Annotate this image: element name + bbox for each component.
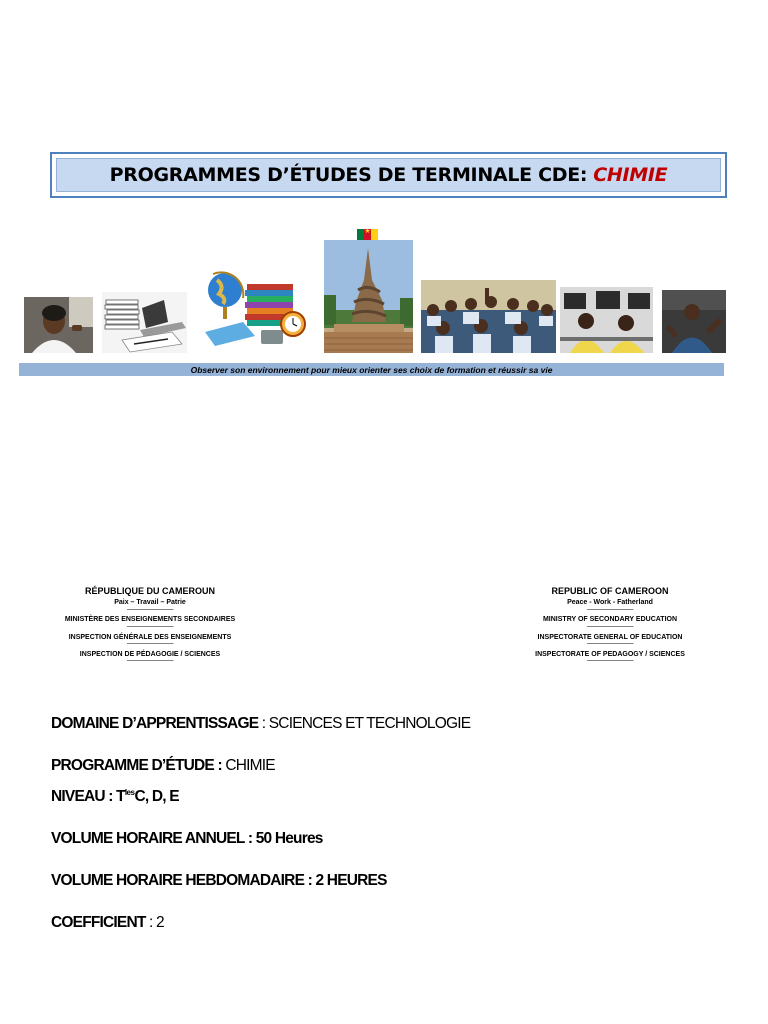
volume-annuel-line [51, 830, 323, 848]
photo-reunification-monument [324, 240, 413, 353]
domain-value: : SCIENCES ET TECHNOLOGIE [258, 715, 471, 732]
pedagogy-fr: INSPECTION DE PÉDAGOGIE / SCIENCES [79, 650, 221, 658]
photo-computer-lab [560, 287, 653, 353]
niveau-rest: C, D, E [134, 788, 179, 806]
admin-header-fr [50, 586, 250, 665]
niveau-label: NIVEAU : T [51, 788, 125, 806]
separator: ------------------------------- [126, 607, 174, 613]
country-fr: RÉPUBLIQUE DU CAMEROUN [84, 586, 215, 596]
photo-books-laptop [102, 292, 187, 353]
title-subject: CHIMIE [593, 164, 668, 186]
country-en: REPUBLIC OF CAMEROON [551, 586, 669, 596]
pedagogy-en: INSPECTORATE OF PEDAGOGY / SCIENCES [535, 650, 685, 658]
motto-en: Peace - Work - Fatherland [567, 599, 653, 607]
admin-header-en [510, 586, 710, 665]
volume-annuel: VOLUME HORAIRE ANNUEL : 50 Heures [51, 830, 323, 847]
separator: ------------------------------- [586, 658, 634, 665]
photo-woman-scientist [24, 297, 93, 353]
slogan-text: Observer son environnement pour mieux orienter ses choix de formation et réussir sa vie [190, 364, 553, 375]
domain-label: DOMAINE D’APPRENTISSAGE [51, 715, 259, 732]
title-prefix: PROGRAMMES D’ÉTUDES DE TERMINALE CDE: [109, 164, 588, 186]
separator: ------------------------------- [586, 607, 634, 613]
volume-hebdo-value: : 2 HEURES [304, 872, 387, 889]
programme-label: PROGRAMME D’ÉTUDE : [51, 757, 222, 774]
separator: ------------------------------- [586, 641, 634, 648]
slogan-bar [19, 363, 724, 376]
volume-hebdo-label: VOLUME HORAIRE HEBDOMADAIRE [51, 872, 305, 889]
coefficient-label: COEFFICIENT [51, 914, 146, 931]
coefficient-value: : 2 [145, 914, 164, 931]
title-text [56, 158, 721, 192]
domain-line [51, 715, 470, 733]
coefficient-line [51, 914, 164, 932]
photo-globe-books-clock [203, 268, 308, 350]
niveau-sup: les [124, 788, 135, 797]
ministry-fr: MINISTÈRE DES ENSEIGNEMENTS SECONDAIRES [64, 616, 236, 624]
motto-fr: Paix – Travail – Patrie [114, 599, 186, 607]
programme-value: CHIMIE [221, 757, 275, 774]
photo-man-speaking [662, 290, 726, 353]
programme-line [51, 757, 275, 775]
cameroon-flag-icon [357, 229, 378, 240]
volume-hebdo-line [51, 872, 387, 890]
photo-classroom-students [421, 280, 556, 353]
title-banner [50, 152, 727, 198]
inspection-en: INSPECTORATE GENERAL OF EDUCATION [537, 633, 683, 641]
separator: ------------------------------- [126, 641, 174, 648]
ministry-en: MINISTRY OF SECONDARY EDUCATION [542, 616, 678, 624]
separator: ------------------------------- [126, 658, 174, 665]
separator: ------------------------------- [126, 624, 174, 631]
inspection-fr: INSPECTION GÉNÉRALE DES ENSEIGNEMENTS [68, 633, 232, 641]
niveau-line [51, 788, 179, 806]
separator: ------------------------------- [586, 624, 634, 631]
